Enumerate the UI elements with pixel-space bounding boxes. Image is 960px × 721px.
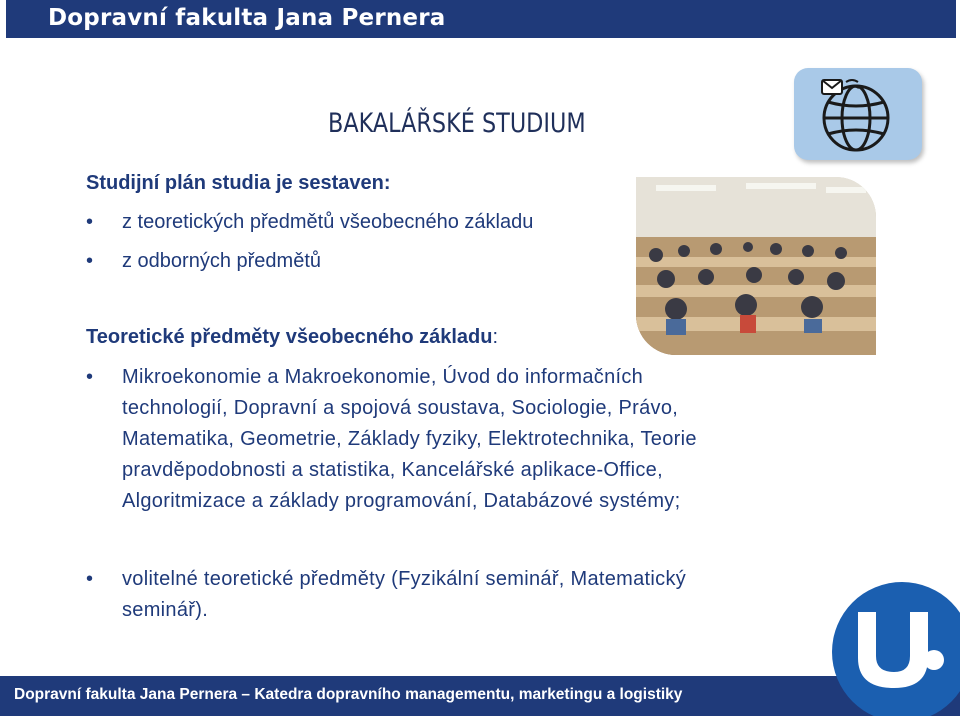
list-item xyxy=(86,246,646,277)
lecture-hall-photo xyxy=(636,177,876,355)
globe-mail-icon xyxy=(794,68,922,160)
list-item-line: volitelné teoretické předměty (Fyzikální seminář, Matematický xyxy=(122,568,687,590)
list-item-text: z odborných předmětů xyxy=(122,250,322,272)
header-bar xyxy=(6,0,956,38)
university-u-graphic xyxy=(822,572,960,716)
list-item-line: Algoritmizace a základy programování, Databázové systémy; xyxy=(122,490,681,512)
list-item-line: Matematika, Geometrie, Základy fyziky, Elektrotechnika, Teorie xyxy=(122,428,697,450)
bullet: • xyxy=(86,568,94,590)
globe-mail-graphic xyxy=(794,68,922,160)
faculty-title: Dopravní fakulta Jana Pernera xyxy=(48,5,446,31)
bullet: • xyxy=(86,211,94,233)
bullet: • xyxy=(86,366,94,388)
university-u-logo xyxy=(822,572,960,716)
list-item-text xyxy=(122,362,822,517)
list-item-line: technologií, Dopravní a spojová soustava, Sociologie, Právo, xyxy=(122,397,679,419)
list-item-text xyxy=(122,564,822,626)
list-item xyxy=(86,207,646,238)
bullet: • xyxy=(86,250,94,272)
list-item xyxy=(86,362,826,522)
list-item xyxy=(86,564,826,628)
section2-heading-colon: : xyxy=(492,326,499,348)
section1-heading: Studijní plán studia je sestaven: xyxy=(86,172,391,194)
lecture-hall-graphic xyxy=(636,177,876,355)
list-item-text: z teoretických předmětů všeobecného základu xyxy=(122,211,534,233)
footer-text: Dopravní fakulta Jana Pernera – Katedra dopravního managementu, marketingu a logistiky xyxy=(14,686,683,703)
slide-title: BAKALÁŘSKÉ STUDIUM xyxy=(328,108,586,139)
section2-heading xyxy=(86,326,498,349)
footer-bar xyxy=(0,676,960,716)
list-item-line: seminář). xyxy=(122,599,209,621)
section2-heading-text: Teoretické předměty všeobecného základu xyxy=(86,326,493,348)
list-item-line: Mikroekonomie a Makroekonomie, Úvod do informačních xyxy=(122,366,644,388)
list-item-line: pravděpodobnosti a statistika, Kancelářské aplikace-Office, xyxy=(122,459,663,481)
